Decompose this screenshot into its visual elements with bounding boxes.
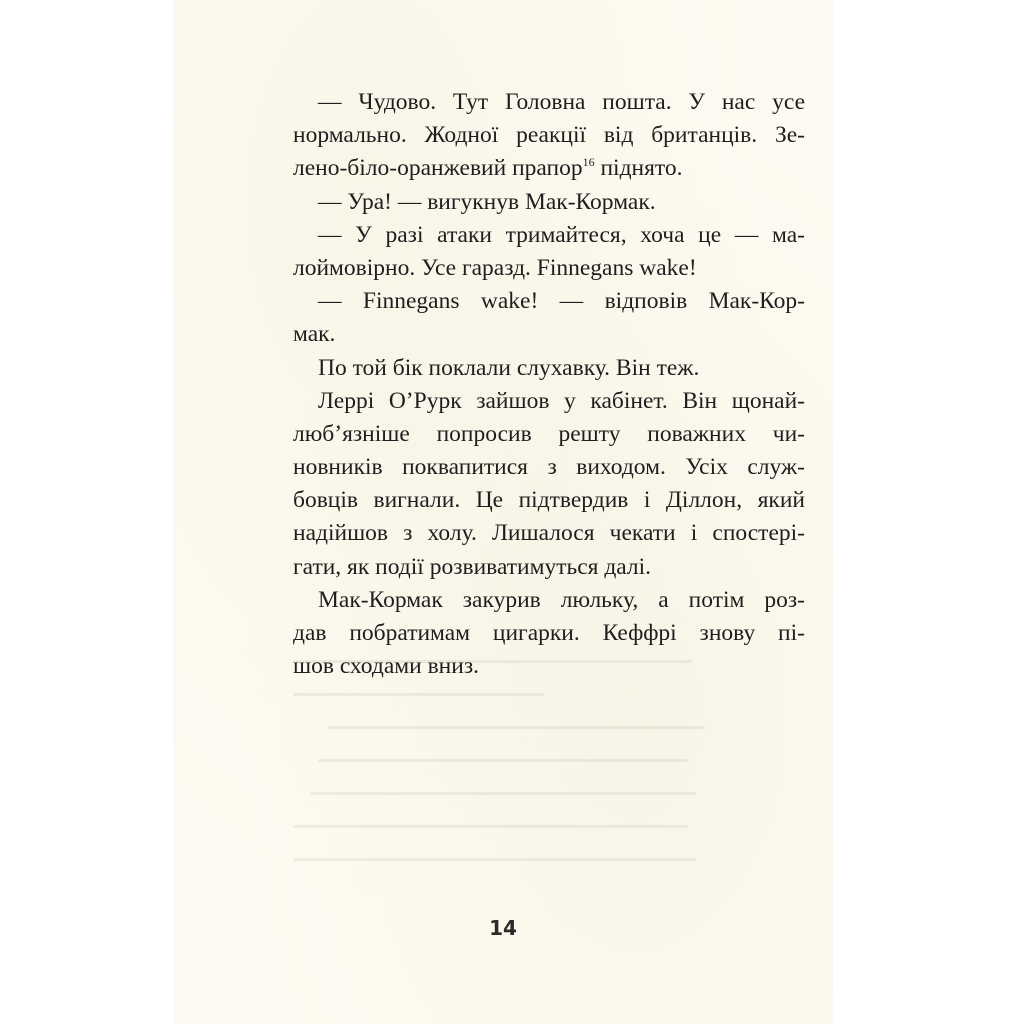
text-line: бовців вигнали. Це підтвердив і Діллон, який xyxy=(293,487,805,514)
text-line: Леррі О’Рурк зайшов у кабінет. Він щонай- xyxy=(318,387,805,414)
page-number: 14 xyxy=(489,916,517,940)
body-text xyxy=(293,86,805,683)
text-line: гати, як події розвиватимуться далі. xyxy=(293,553,652,580)
text-line: лоймовірно. Усе гаразд. Finnegans wake! xyxy=(293,254,697,281)
text-line: люб’язніше попросив решту поважних чи- xyxy=(293,420,805,447)
text-line: шов сходами вниз. xyxy=(293,653,479,680)
text-line: Мак-Кормак закурив люльку, а потім роз- xyxy=(318,586,805,613)
text-line: — Finnegans wake! — відповів Мак-Кор- xyxy=(318,288,805,315)
text-line: надійшов з холу. Лишалося чекати і спостері- xyxy=(293,520,805,547)
text-line: — Ура! — вигукнув Мак-Кормак. xyxy=(318,188,656,215)
text-line: дав побратимам цигарки. Кеффрі знову пі- xyxy=(293,620,805,646)
text-line: — У разі атаки тримайтеся, хоча це — ма- xyxy=(318,221,805,248)
footnote-marker: 16 xyxy=(582,155,595,170)
book-page xyxy=(173,0,833,1024)
text-fragment: піднято. xyxy=(594,155,683,182)
show-through-from-reverse xyxy=(293,660,713,880)
text-line: — Чудово. Тут Головна пошта. У нас усе xyxy=(318,89,805,115)
text-line: нормально. Жодної реакції від британців. Зе- xyxy=(293,122,805,149)
text-line: мак. xyxy=(293,321,336,348)
text-line xyxy=(293,152,805,185)
text-fragment: лено-біло-оранжевий прапор xyxy=(293,155,583,182)
text-line: По той бік поклали слухавку. Він теж. xyxy=(318,354,700,381)
text-line: новників поквапитися з виходом. Усіх служ- xyxy=(293,454,805,481)
